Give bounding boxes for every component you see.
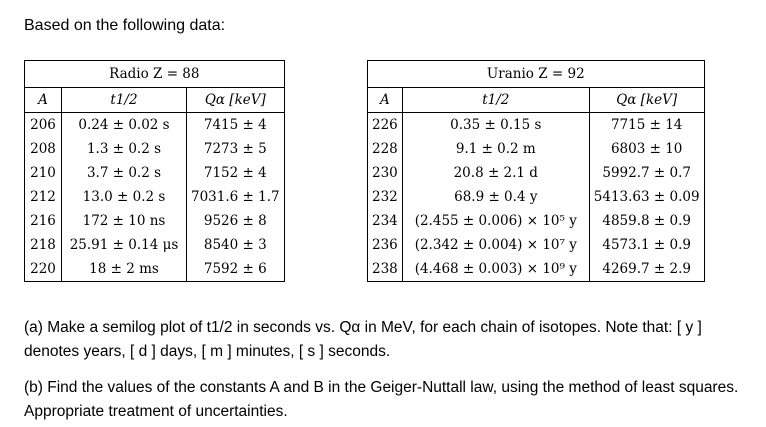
cell-half-life: 1.3 ± 0.2 s xyxy=(62,137,187,161)
cell-a: 210 xyxy=(25,161,62,185)
cell-half-life: 20.8 ± 2.1 d xyxy=(402,161,589,185)
cell-a: 218 xyxy=(25,233,62,257)
table-row xyxy=(25,257,285,282)
cell-half-life: 18 ± 2 ms xyxy=(62,257,187,282)
uranio-table-title: Uranio Z = 92 xyxy=(368,61,705,88)
cell-half-life: 25.91 ± 0.14 μs xyxy=(62,233,187,257)
cell-q-alpha: 4269.7 ± 2.9 xyxy=(589,257,704,282)
uranio-header-q-alpha: Qα [keV] xyxy=(589,88,704,113)
cell-half-life: 0.24 ± 0.02 s xyxy=(62,113,187,138)
cell-q-alpha: 8540 ± 3 xyxy=(187,233,285,257)
cell-a: 228 xyxy=(368,137,403,161)
uranio-header-half-life: t1/2 xyxy=(402,88,589,113)
uranio-header-a: A xyxy=(368,88,403,113)
table-row xyxy=(25,233,285,257)
table-row xyxy=(368,233,705,257)
radio-table-title: Radio Z = 88 xyxy=(25,61,285,88)
cell-a: 236 xyxy=(368,233,403,257)
table-row xyxy=(368,113,705,138)
table-row xyxy=(368,209,705,233)
cell-half-life: 172 ± 10 ns xyxy=(62,209,187,233)
cell-q-alpha: 5992.7 ± 0.7 xyxy=(589,161,704,185)
table-row xyxy=(25,161,285,185)
table-row xyxy=(25,113,285,138)
question-b: (b) Find the values of the constants A and B in the Geiger-Nuttall law, using the method of least squares. Appropriate treatment of uncertainties. xyxy=(24,379,739,420)
table-row xyxy=(368,137,705,161)
cell-a: 230 xyxy=(368,161,403,185)
table-row xyxy=(368,185,705,209)
table-row xyxy=(368,257,705,282)
cell-half-life: (2.455 ± 0.006) × 10⁵ y xyxy=(402,209,589,233)
uranio-table xyxy=(367,60,705,282)
cell-a: 220 xyxy=(25,257,62,282)
cell-q-alpha: 6803 ± 10 xyxy=(589,137,704,161)
cell-q-alpha: 7031.6 ± 1.7 xyxy=(187,185,285,209)
radio-header-q-alpha: Qα [keV] xyxy=(187,88,285,113)
cell-a: 206 xyxy=(25,113,62,138)
cell-half-life: (2.342 ± 0.004) × 10⁷ y xyxy=(402,233,589,257)
cell-half-life: 13.0 ± 0.2 s xyxy=(62,185,187,209)
cell-half-life: 68.9 ± 0.4 y xyxy=(402,185,589,209)
table-row xyxy=(25,137,285,161)
cell-a: 232 xyxy=(368,185,403,209)
radio-header-half-life: t1/2 xyxy=(62,88,187,113)
cell-a: 212 xyxy=(25,185,62,209)
cell-q-alpha: 7273 ± 5 xyxy=(187,137,285,161)
cell-q-alpha: 4573.1 ± 0.9 xyxy=(589,233,704,257)
cell-half-life: 3.7 ± 0.2 s xyxy=(62,161,187,185)
cell-q-alpha: 9526 ± 8 xyxy=(187,209,285,233)
table-row xyxy=(368,161,705,185)
cell-half-life: 9.1 ± 0.2 m xyxy=(402,137,589,161)
cell-half-life: (4.468 ± 0.003) × 10⁹ y xyxy=(402,257,589,282)
cell-q-alpha: 5413.63 ± 0.09 xyxy=(589,185,704,209)
table-row xyxy=(25,209,285,233)
question-a: (a) Make a semilog plot of t1/2 in seconds vs. Qα in MeV, for each chain of isotopes. Note that: [ y ] denotes years, [ d ] days, [ m ] minutes, [ s ] seconds. xyxy=(24,319,702,360)
cell-q-alpha: 4859.8 ± 0.9 xyxy=(589,209,704,233)
cell-q-alpha: 7415 ± 4 xyxy=(187,113,285,138)
cell-a: 234 xyxy=(368,209,403,233)
cell-half-life: 0.35 ± 0.15 s xyxy=(402,113,589,138)
cell-a: 208 xyxy=(25,137,62,161)
cell-q-alpha: 7715 ± 14 xyxy=(589,113,704,138)
intro-text: Based on the following data: xyxy=(24,17,226,34)
cell-a: 216 xyxy=(25,209,62,233)
cell-q-alpha: 7592 ± 6 xyxy=(187,257,285,282)
cell-q-alpha: 7152 ± 4 xyxy=(187,161,285,185)
cell-a: 226 xyxy=(368,113,403,138)
radio-table xyxy=(24,60,285,282)
cell-a: 238 xyxy=(368,257,403,282)
radio-header-a: A xyxy=(25,88,62,113)
table-row xyxy=(25,185,285,209)
